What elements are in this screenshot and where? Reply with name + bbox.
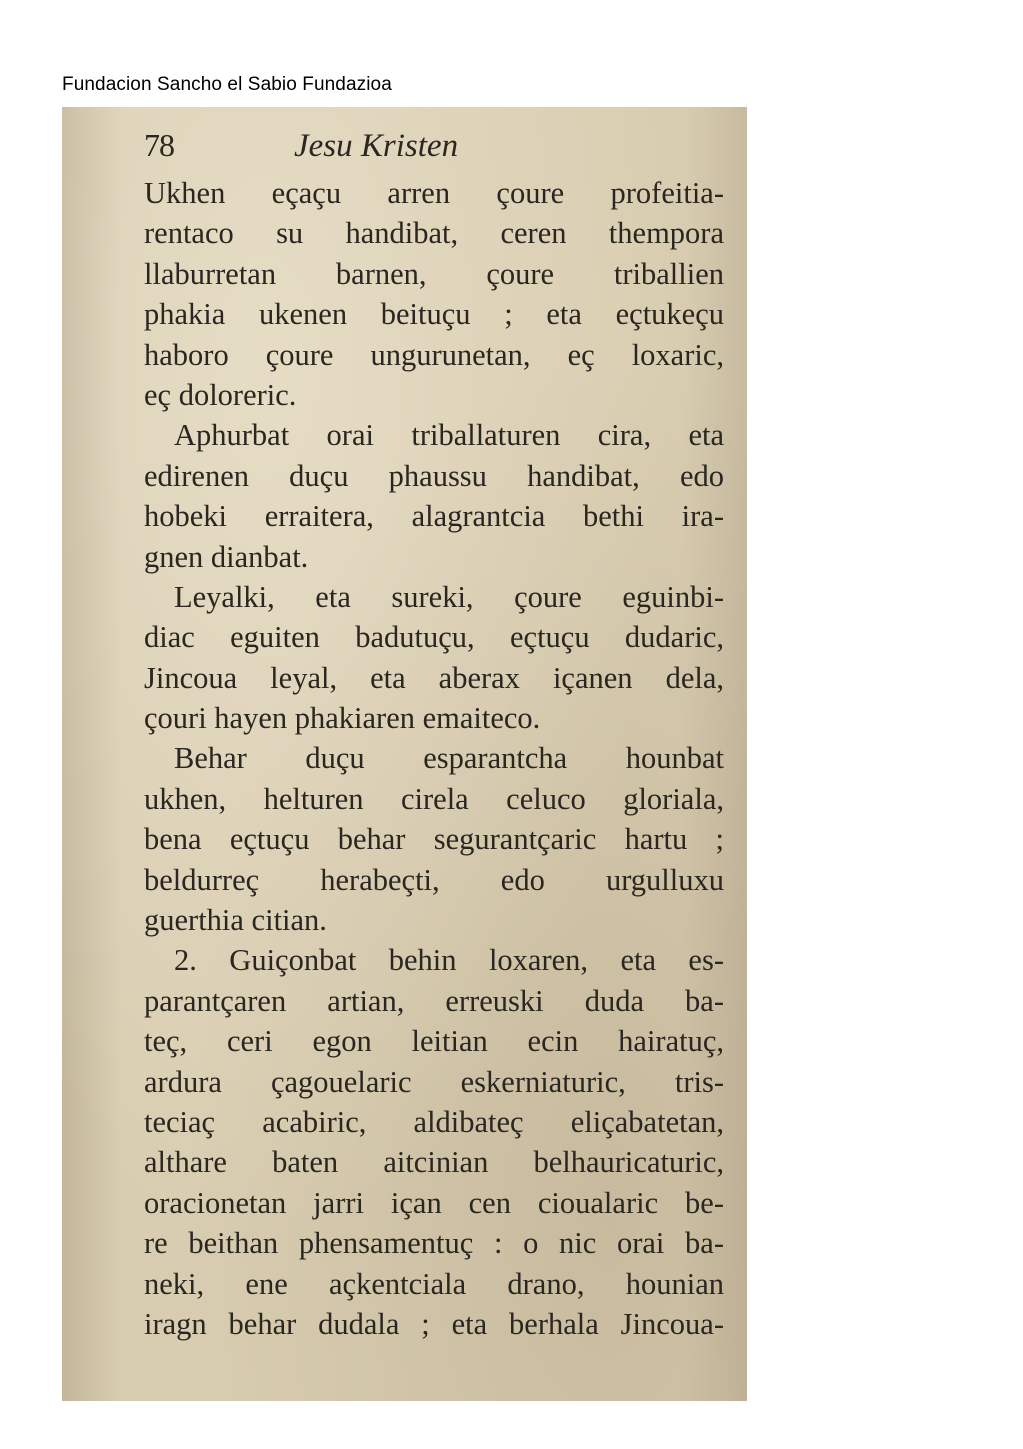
text-line: parantçaren artian, erreuski duda ba-: [144, 983, 724, 1018]
running-head: [144, 127, 724, 173]
page-text-block: [144, 127, 724, 1344]
text-line: 2. Guiçonbat behin loxaren, eta es-: [174, 943, 724, 978]
text-line: re beithan phensamentuç : o nic orai ba-: [144, 1226, 724, 1261]
text-line: althare baten aitcinian belhauricaturic,: [144, 1145, 724, 1180]
page-number: 78: [144, 127, 174, 163]
text-line: gnen dianbat.: [144, 539, 309, 574]
scanned-book-page: [62, 107, 747, 1401]
text-line: teciaç acabiric, aldibateç eliçabatetan,: [144, 1104, 724, 1139]
text-line: iragn behar dudala ; eta berhala Jincoua-: [144, 1306, 724, 1341]
text-line: Leyalki, eta sureki, çoure eguinbi-: [174, 579, 724, 614]
text-line: oracionetan jarri içan cen cioualaric be-: [144, 1185, 724, 1220]
text-line: neki, ene açkentciala drano, hounian: [144, 1266, 724, 1301]
text-line: eç doloreric.: [144, 377, 297, 412]
text-line: Ukhen eçaçu arren çoure profeitia-: [144, 176, 724, 210]
text-line: Aphurbat orai triballaturen cira, eta: [174, 418, 724, 453]
text-line: edirenen duçu phaussu handibat, edo: [144, 458, 724, 493]
text-line: Jincoua leyal, eta aberax içanen dela,: [144, 660, 724, 695]
text-line: rentaco su handibat, ceren thempora: [144, 216, 724, 251]
text-line: llaburretan barnen, çoure triballien: [144, 256, 724, 291]
text-line: Behar duçu esparantcha hounbat: [174, 741, 724, 776]
text-line: guerthia citian.: [144, 903, 327, 938]
text-line: teç, ceri egon leitian ecin hairatuç,: [144, 1024, 724, 1059]
archive-source-header: Fundacion Sancho el Sabio Fundazioa: [62, 74, 392, 95]
text-line: hobeki erraitera, alagrantcia bethi ira-: [144, 499, 724, 534]
text-line: ardura çagouelaric eskerniaturic, tris-: [144, 1064, 724, 1099]
text-line: bena eçtuçu behar segurantçaric hartu ;: [144, 822, 724, 857]
text-line: haboro çoure ungurunetan, eç loxaric,: [144, 337, 724, 372]
running-title: Jesu Kristen: [294, 128, 459, 164]
text-line: phakia ukenen beituçu ; eta eçtukeçu: [144, 297, 724, 332]
text-line: çouri hayen phakiaren emaiteco.: [144, 701, 541, 736]
text-line: diac eguiten badutuçu, eçtuçu dudaric,: [144, 620, 724, 655]
text-line: beldurreç herabeçti, edo urgulluxu: [144, 862, 724, 897]
text-line: ukhen, helturen cirela celuco gloriala,: [144, 781, 724, 816]
